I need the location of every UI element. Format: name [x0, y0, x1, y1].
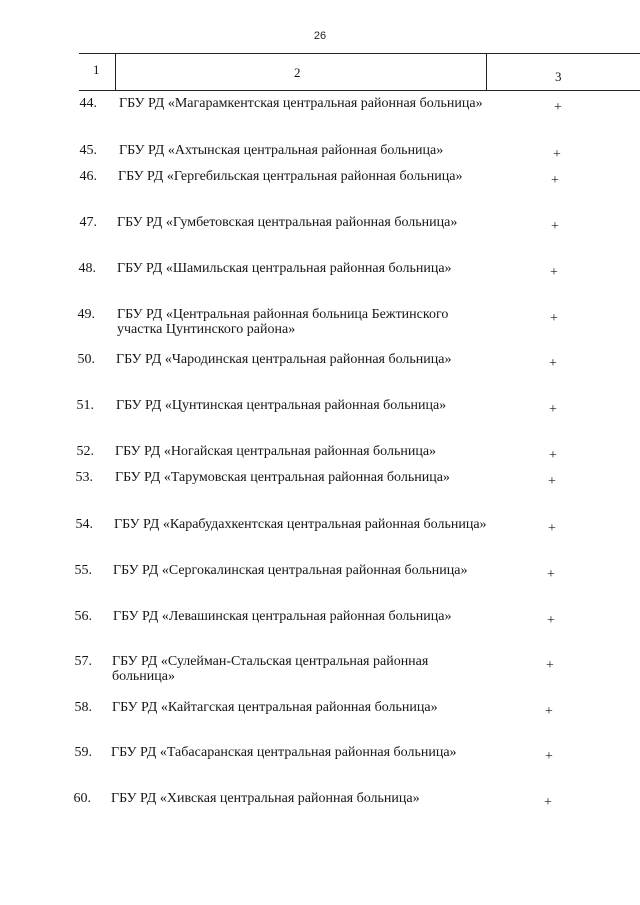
row-mark: + [544, 795, 552, 810]
row-text: ГБУ РД «Ахтынская центральная районная больница» [119, 143, 444, 158]
row-text: ГБУ РД «Магарамкентская центральная районная больница» [119, 96, 483, 111]
row-text: ГБУ РД «Чародинская центральная районная больница» [116, 352, 452, 367]
row-mark: + [550, 311, 558, 326]
row-text: ГБУ РД «Табасаранская центральная районная больница» [111, 745, 457, 760]
row-text: ГБУ РД «Ногайская центральная районная больница» [115, 444, 437, 459]
row-mark: + [548, 474, 556, 489]
row-number: 57. [74, 654, 92, 669]
row-mark: + [548, 521, 556, 536]
row-mark: + [549, 448, 557, 463]
row-text: ГБУ РД «Тарумовская центральная районная больница» [115, 470, 450, 485]
row-text: ГБУ РД «Сергокалинская центральная районная больница» [113, 563, 468, 578]
row-text: ГБУ РД «Кайтагская центральная районная больница» [112, 700, 438, 715]
table-header [79, 53, 640, 91]
row-mark: + [547, 567, 555, 582]
row-mark: + [551, 219, 559, 234]
row-number: 54. [75, 517, 93, 532]
header-cell-2 [115, 54, 487, 90]
row-text: ГБУ РД «Хивская центральная районная больница» [111, 791, 420, 806]
header-label-1: 1 [93, 62, 100, 77]
row-number: 52. [76, 444, 94, 459]
header-label-2: 2 [294, 65, 301, 80]
row-number: 50. [77, 352, 95, 367]
row-number: 58. [74, 700, 92, 715]
row-number: 51. [76, 398, 94, 413]
row-mark: + [553, 147, 561, 162]
row-number: 45. [79, 143, 97, 158]
row-mark: + [549, 402, 557, 417]
row-text: ГБУ РД «Шамильская центральная районная больница» [117, 261, 452, 276]
row-mark: + [546, 658, 554, 673]
row-number: 56. [74, 609, 92, 624]
row-mark: + [545, 749, 553, 764]
row-mark: + [550, 265, 558, 280]
row-text: ГБУ РД «Цунтинская центральная районная больница» [116, 398, 447, 413]
row-mark: + [545, 704, 553, 719]
row-text: ГБУ РД «Гумбетовская центральная районная больница» [117, 215, 458, 230]
page-number: 26 [313, 30, 327, 42]
row-mark: + [554, 100, 562, 115]
row-number: 60. [73, 791, 91, 806]
row-text: ГБУ РД «Центральная районная больница Бежтинского участка Цунтинского района» [117, 307, 449, 337]
header-label-3: 3 [555, 69, 562, 84]
header-cell-1 [79, 54, 115, 90]
row-text: ГБУ РД «Гергебильская центральная районная больница» [118, 169, 463, 184]
row-mark: + [547, 613, 555, 628]
row-number: 59. [74, 745, 92, 760]
header-cell-3 [486, 54, 640, 90]
row-number: 53. [75, 470, 93, 485]
row-number: 47. [79, 215, 97, 230]
row-number: 44. [79, 96, 97, 111]
row-text: ГБУ РД «Сулейман-Стальская центральная районная больница» [112, 654, 429, 684]
row-text: ГБУ РД «Карабудахкентская центральная районная больница» [114, 517, 487, 532]
row-number: 49. [77, 307, 95, 322]
row-number: 48. [78, 261, 96, 276]
row-mark: + [551, 173, 559, 188]
row-mark: + [549, 356, 557, 371]
row-number: 46. [79, 169, 97, 184]
row-number: 55. [74, 563, 92, 578]
row-text: ГБУ РД «Левашинская центральная районная больница» [113, 609, 452, 624]
